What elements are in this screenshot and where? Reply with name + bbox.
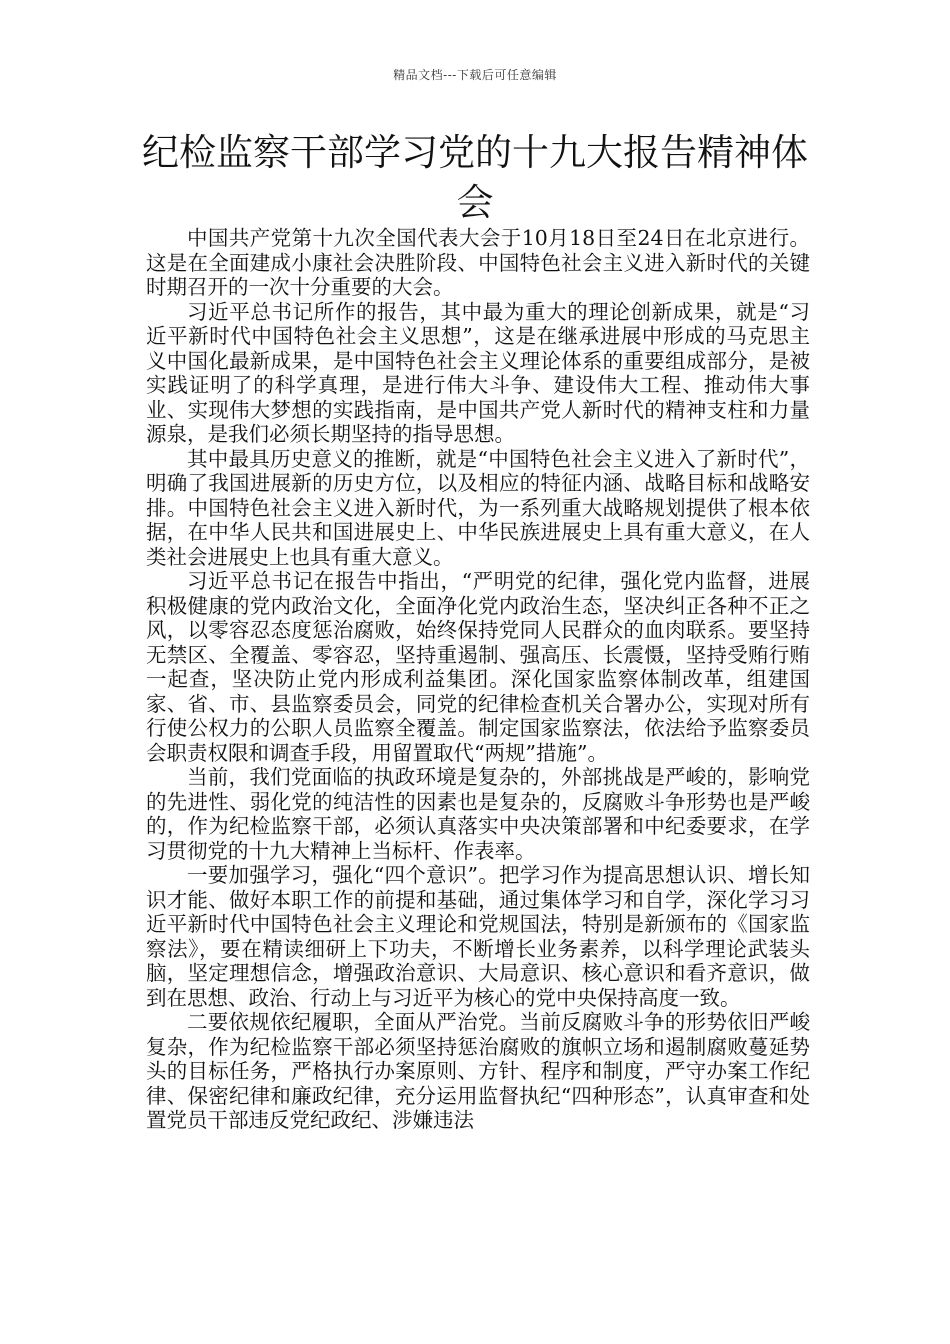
paragraph: 当前，我们党面临的执政环境是复杂的，外部挑战是严峻的，影响党的先进性、弱化党的纯洁性的因素也是复杂的，反腐败斗争形势也是严峻的，作为纪检监察干部，必须认真落实中央决策部署和中纪委要求，在学习贯彻党的十九大精神上当标杆、作表率。 [146,765,810,863]
document-title: 纪检监察干部学习党的十九大报告精神体会 [142,131,808,224]
paragraph: 习近平总书记所作的报告，其中最为重大的理论创新成果，就是“习近平新时代中国特色社会主义思想”，这是在继承进展中形成的马克思主义中国化最新成果，是中国特色社会主义理论体系的重要组成部分，是被实践证明了的科学真理，是进行伟大斗争、建设伟大工程、推动伟大事业、实现伟大梦想的实践指南，是中国共产党人新时代的精神支柱和力量源泉，是我们必须长期坚持的指导思想。 [146,299,810,446]
paragraph: 一要加强学习，强化“四个意识”。把学习作为提高思想认识、增长知识才能、做好本职工作的前提和基础，通过集体学习和自学，深化学习习近平新时代中国特色社会主义理论和党规国法，特别是新颁布的《国家监察法》，要在精读细研上下功夫，不断增长业务素养，以科学理论武装头脑，坚定理想信念，增强政治意识、大局意识、核心意识和看齐意识，做到在思想、政治、行动上与习近平为核心的党中央保持高度一致。 [146,863,810,1010]
paragraph: 习近平总书记在报告中指出，“严明党的纪律，强化党内监督，进展积极健康的党内政治文化，全面净化党内政治生态，坚决纠正各种不正之风，以零容忍态度惩治腐败，始终保持党同人民群众的血肉联系。要坚持无禁区、全覆盖、零容忍，坚持重遏制、强高压、长震慑，坚持受贿行贿一起查，坚决防止党内形成利益集团。深化国家监察体制改革，组建国家、省、市、县监察委员会，同党的纪律检查机关合署办公，实现对所有行使公权力的公职人员监察全覆盖。制定国家监察法，依法给予监察委员会职责权限和调查手段，用留置取代“两规”措施”。 [146,569,810,765]
document-body [146,226,810,1133]
paragraph: 二要依规依纪履职，全面从严治党。当前反腐败斗争的形势依旧严峻复杂，作为纪检监察干部必须坚持惩治腐败的旗帜立场和遏制腐败蔓延势头的目标任务，严格执行办案原则、方针、程序和制度，严守办案工作纪律、保密纪律和廉政纪律，充分运用监督执纪“四种形态”，认真审查和处置党员干部违反党纪政纪、涉嫌违法 [146,1010,810,1132]
paragraph: 其中最具历史意义的推断，就是“中国特色社会主义进入了新时代”，明确了我国进展新的历史方位，以及相应的特征内涵、战略目标和战略安排。中国特色社会主义进入新时代，为一系列重大战略规划提供了根本依据，在中华人民共和国进展史上、中华民族进展史上具有重大意义，在人类社会进展史上也具有重大意义。 [146,446,810,569]
header-note: 精品文档---下载后可任意编辑 [393,68,557,82]
paragraph: 中国共产党第十九次全国代表大会于10月18日至24日在北京进行。这是在全面建成小康社会决胜阶段、中国特色社会主义进入新时代的关键时期召开的一次十分重要的大会。 [146,226,810,299]
